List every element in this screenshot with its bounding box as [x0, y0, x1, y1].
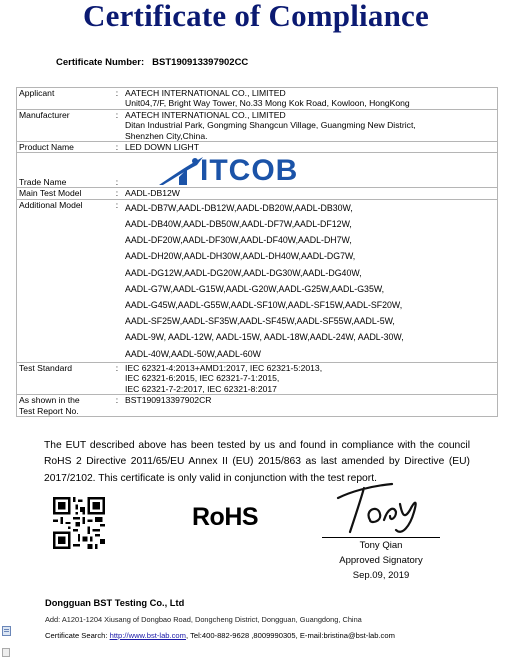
- product-name-label: Product Name: [17, 142, 112, 153]
- trade-name-value: [123, 153, 498, 188]
- colon: :: [111, 88, 123, 110]
- certificate-number-label: Certificate Number:: [56, 57, 145, 68]
- applicant-address: Unit04,7/F, Bright Way Tower, No.33 Mong Kok Road, Kowloon, HongKong: [125, 98, 410, 109]
- issuer-company: Dongguan BST Testing Co., Ltd: [45, 598, 185, 608]
- test-report-value: BST190913397902CR: [123, 395, 498, 417]
- signatory-name: Tony Qian: [359, 540, 403, 551]
- colon: :: [111, 199, 123, 362]
- signature-icon: [330, 480, 430, 540]
- product-name-value: LED DOWN LIGHT: [123, 142, 498, 153]
- certificate-search: [45, 631, 395, 640]
- page-marker-icon: [2, 648, 10, 657]
- test-report-label: [17, 395, 112, 417]
- applicant-value: [123, 88, 498, 110]
- model-line: AADL-DB7W,AADL-DB12W,AADL-DB20W,AADL-DB30W,: [125, 202, 353, 213]
- test-standard-value: [123, 362, 498, 394]
- row-product-name: [17, 142, 498, 153]
- test-report-label-line-2: Test Report No.: [19, 405, 79, 416]
- additional-model-value: [123, 199, 498, 362]
- certificate-info-table: [16, 87, 498, 417]
- itcob-swoosh-icon: [157, 155, 205, 187]
- rohs-logo: RoHS: [192, 503, 259, 531]
- signature-date: Sep.09, 2019: [352, 570, 410, 581]
- row-applicant: [17, 88, 498, 110]
- standard-line: IEC 62321-4:2013+AMD1:2017, IEC 62321-5:2013,: [125, 362, 323, 373]
- issuer-address: Add: A1201-1204 Xiusang of Dongbao Road, Dongcheng District, Dongguan, Guangdong, China: [45, 615, 362, 624]
- applicant-label: Applicant: [17, 88, 112, 110]
- manufacturer-label: Manufacturer: [17, 109, 112, 141]
- model-line: AADL-G45W,AADL-G55W,AADL-SF10W,AADL-SF15W,AADL-SF20W,: [125, 300, 403, 311]
- main-test-model-value: AADL-DB12W: [123, 188, 498, 199]
- model-line: AADL-G7W,AADL-G15W,AADL-G20W,AADL-G25W,AADL-G35W,: [125, 283, 385, 294]
- colon: :: [111, 395, 123, 417]
- row-manufacturer: [17, 109, 498, 141]
- manufacturer-address-line-2: Shenzhen City,China.: [125, 130, 208, 141]
- row-additional-model: [17, 199, 498, 362]
- colon: :: [111, 188, 123, 199]
- document-icon: [2, 626, 11, 636]
- colon: :: [111, 142, 123, 153]
- row-main-test-model: [17, 188, 498, 199]
- model-line: AADL-DB40W,AADL-DB50W,AADL-DF7W,AADL-DF12W,: [125, 219, 352, 230]
- signatory-title: Approved Signatory: [339, 555, 423, 566]
- applicant-name: AATECH INTERNATIONAL CO., LIMITED: [125, 88, 286, 98]
- website-link[interactable]: http://www.bst-lab.com: [109, 631, 186, 640]
- main-test-model-label: Main Test Model: [17, 188, 112, 199]
- trade-name-label: Trade Name: [17, 153, 112, 188]
- contact-info: , Tel:400-882-9628 ,8009990305, E-mail:bristina@bst-lab.com: [185, 631, 395, 640]
- test-standard-label: Test Standard: [17, 362, 112, 394]
- compliance-statement: The EUT described above has been tested by us and found in compliance with the council RoHS 2 Directive 2011/65/EU Annex II (EU) 2015/863 as last amended by Directive (EU) 2017/2102. This certificate is only valid in conjunction with the test report.: [44, 440, 470, 484]
- additional-model-label: Additional Model: [17, 199, 112, 362]
- test-report-label-line-1: As shown in the: [19, 395, 80, 406]
- search-label: Certificate Search:: [45, 631, 108, 640]
- itcob-logo: [125, 153, 495, 187]
- row-test-standard: [17, 362, 498, 394]
- certificate-number: [56, 57, 248, 68]
- standard-line: IEC 62321-7-2:2017, IEC 62321-8:2017: [125, 383, 277, 394]
- manufacturer-name: AATECH INTERNATIONAL CO., LIMITED: [125, 109, 286, 120]
- model-line: AADL-SF25W,AADL-SF35W,AADL-SF45W,AADL-SF55W,AADL-5W,: [125, 316, 395, 327]
- manufacturer-address-line-1: Ditan Industrial Park, Gongming Shangcun Village, Guangming New District,: [125, 120, 416, 131]
- colon: :: [111, 109, 123, 141]
- row-trade-name: [17, 153, 498, 188]
- row-test-report: [17, 395, 498, 417]
- colon: :: [111, 153, 123, 188]
- signatory-block: [318, 537, 444, 583]
- qr-code-icon: [53, 497, 105, 549]
- colon: :: [111, 362, 123, 394]
- model-line: AADL-DH20W,AADL-DH30W,AADL-DH40W,AADL-DG7W,: [125, 251, 356, 262]
- model-line: AADL-40W,AADL-50W,AADL-60W: [125, 348, 261, 359]
- itcob-logo-text: ITCOB: [200, 154, 299, 188]
- standard-line: IEC 62321-6:2015, IEC 62321-7-1:2015,: [125, 373, 280, 384]
- model-line: AADL-DF20W,AADL-DF30W,AADL-DF40W,AADL-DH7W,: [125, 235, 352, 246]
- model-line: AADL-DG12W,AADL-DG20W,AADL-DG30W,AADL-DG40W,: [125, 267, 362, 278]
- manufacturer-value: [123, 109, 498, 141]
- certificate-title: Certificate of Compliance: [83, 0, 429, 33]
- model-line: AADL-9W, AADL-12W, AADL-15W, AADL-18W,AADL-24W, AADL-30W,: [125, 332, 404, 343]
- certificate-number-value: BST190913397902CC: [152, 57, 249, 68]
